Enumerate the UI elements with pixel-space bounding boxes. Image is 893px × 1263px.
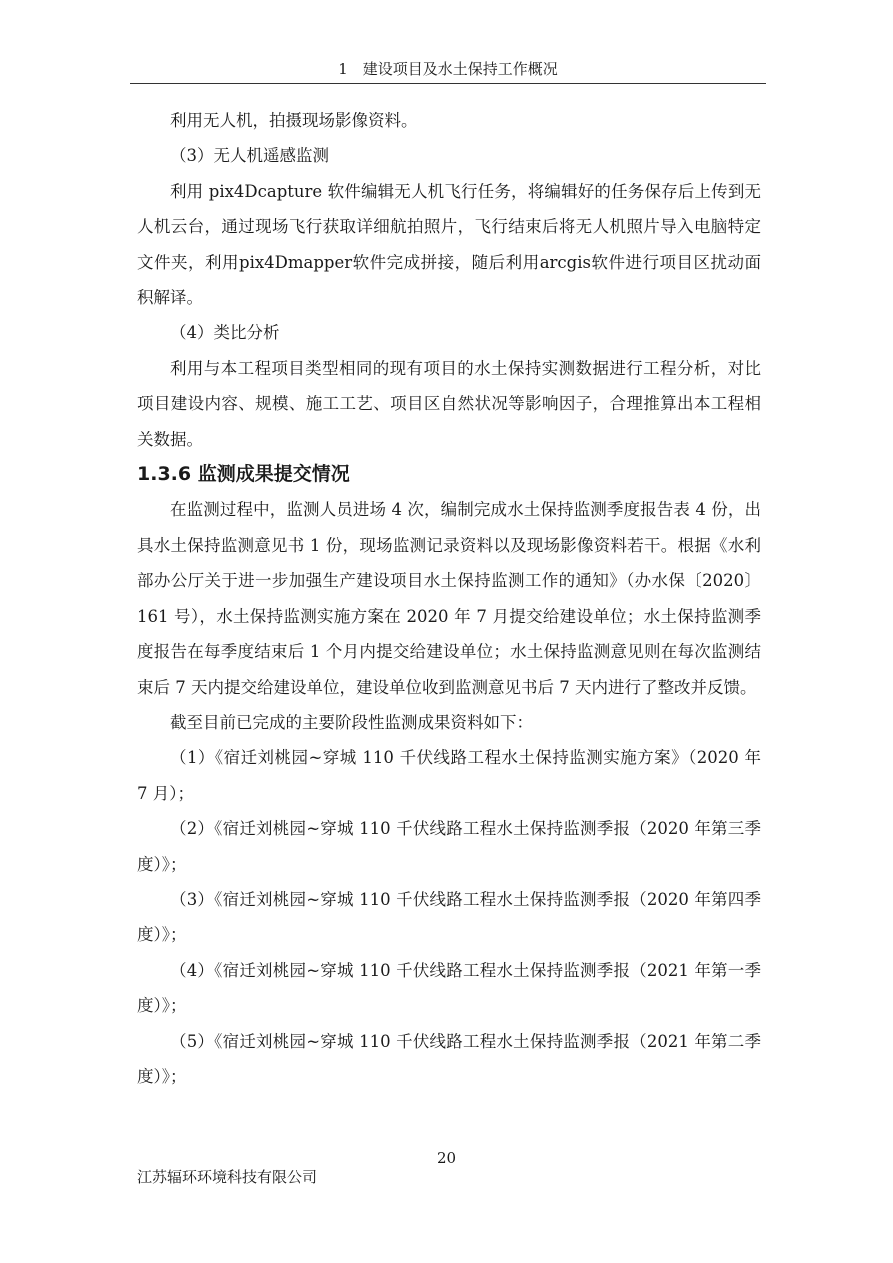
- list-heading: （4）类比分析: [170, 323, 280, 343]
- running-header: 1 建设项目及水土保持工作概况: [338, 60, 558, 78]
- company-name: 江苏辐环环境科技有限公司: [137, 1168, 318, 1186]
- paragraph: 在监测过程中，监测人员进场 4 次，编制完成水土保持监测季度报告表 4 份，出具水土保持监测意见书 1 份，现场监测记录资料以及现场影像资料若干。根据《水利部办公厅关于进一步加强生产建设项目水土保持监测工作的通知》（办水保〔2020〕161 号），水土保持监测实施方案在 2020 年 7 月提交给建设单位；水土保持监测季度报告在每季度结束后 1 个月内提交给建设单位；水土保持监测意见则在每次监测结束后 7 天内提交给建设单位，建设单位收到监测意见书后 7 天内进行了整改并反馈。: [137, 500, 761, 697]
- paragraph: 利用无人机，拍摄现场影像资料。: [170, 111, 418, 130]
- list-heading: （3）无人机遥感监测: [170, 146, 329, 166]
- paragraph: 利用 pix4Dcapture 软件编辑无人机飞行任务，将编辑好的任务保存后上传到无人机云台，通过现场飞行获取详细航拍照片，飞行结束后将无人机照片导入电脑特定文件夹，利用pix4Dmapper软件完成拼接，随后利用arcgis软件进行项目区扰动面积解译。: [137, 181, 761, 308]
- section-heading: 1.3.6 监测成果提交情况: [137, 463, 350, 486]
- header-rule: [130, 83, 766, 84]
- paragraph: 截至目前已完成的主要阶段性监测成果资料如下：: [170, 712, 533, 732]
- paragraph: 利用与本工程项目类型相同的现有项目的水土保持实测数据进行工程分析，对比项目建设内容、规模、施工工艺、项目区自然状况等影响因子，合理推算出本工程相关数据。: [137, 358, 761, 449]
- document-body: [137, 103, 761, 1094]
- list-item: （5）《宿迁刘桃园~穿城 110 千伏线路工程水土保持监测季报（2021 年第二季度）》；: [137, 1031, 761, 1086]
- list-item: （2）《宿迁刘桃园~穿城 110 千伏线路工程水土保持监测季报（2020 年第三季度）》；: [137, 819, 761, 874]
- list-item: （4）《宿迁刘桃园~穿城 110 千伏线路工程水土保持监测季报（2021 年第一季度）》；: [137, 960, 761, 1016]
- list-item: （3）《宿迁刘桃园~穿城 110 千伏线路工程水土保持监测季报（2020 年第四季度）》；: [137, 889, 761, 945]
- page-number: 20: [436, 1149, 457, 1167]
- list-item: （1）《宿迁刘桃园~穿城 110 千伏线路工程水土保持监测实施方案》（2020 年 7 月）；: [137, 748, 761, 803]
